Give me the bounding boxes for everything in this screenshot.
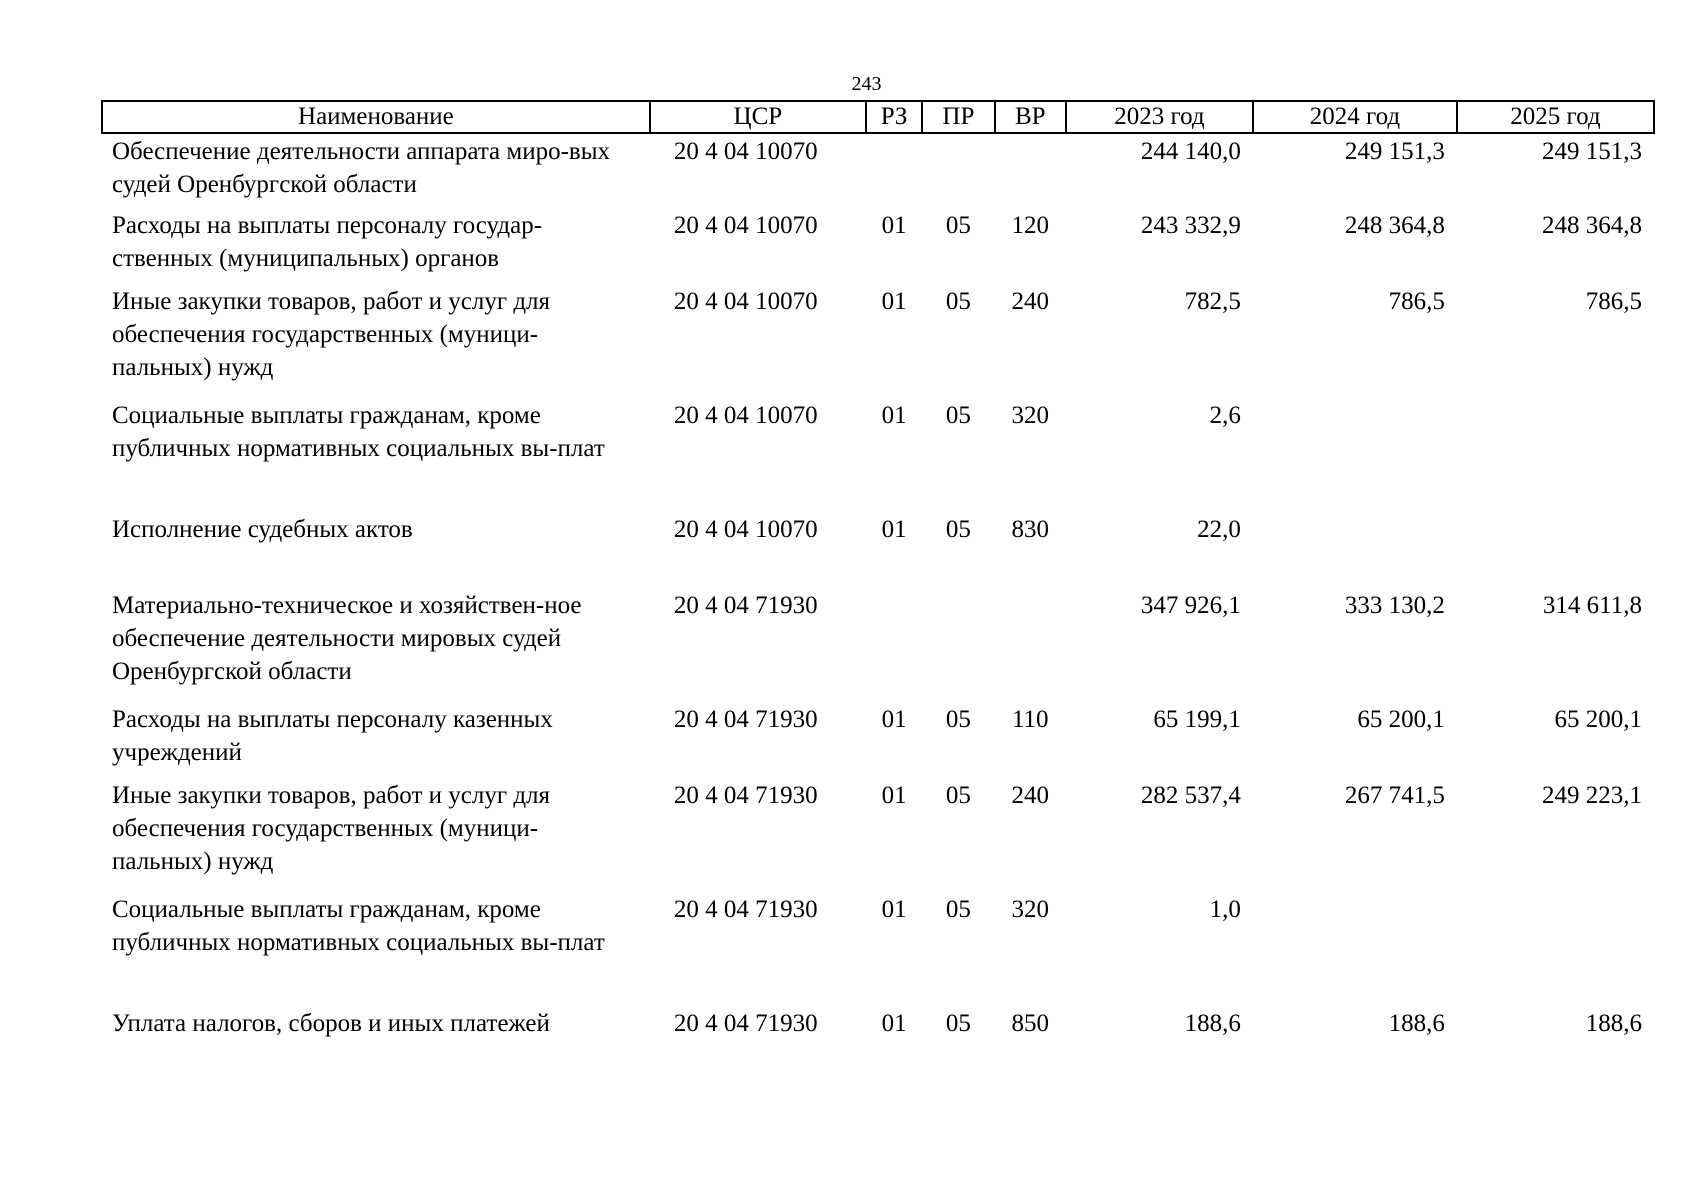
row-pr: 05 — [945, 402, 971, 429]
table-header-row — [102, 101, 1654, 133]
row-2023: 282 537,4 — [1140, 782, 1241, 809]
row-vr: 320 — [1011, 896, 1049, 923]
row-rz: 01 — [881, 1010, 907, 1037]
row-vr: 850 — [1011, 1010, 1049, 1037]
row-2025 — [1457, 513, 1654, 589]
row-2025 — [1457, 893, 1654, 1007]
table-row — [102, 779, 1654, 893]
row-2024: 333 130,2 — [1344, 592, 1445, 619]
row-name: Иные закупки товаров, работ и услуг для обеспечения государственных (муници-пальных) нужд — [112, 288, 551, 381]
page-number: 243 — [851, 73, 882, 95]
header-vr: ВР — [995, 101, 1066, 133]
row-vr — [995, 589, 1066, 703]
budget-table — [101, 100, 1655, 1047]
header-2024: 2024 год — [1253, 101, 1457, 133]
header-2025: 2025 год — [1457, 101, 1654, 133]
row-pr: 05 — [945, 706, 971, 733]
row-2024 — [1253, 513, 1457, 589]
row-2023: 243 332,9 — [1140, 212, 1241, 239]
row-rz: 01 — [881, 706, 907, 733]
row-csr: 20 4 04 71930 — [673, 1010, 818, 1037]
row-name: Уплата налогов, сборов и иных платежей — [112, 1010, 550, 1037]
row-pr: 05 — [945, 288, 971, 315]
row-vr — [995, 133, 1066, 209]
header-2023: 2023 год — [1066, 101, 1253, 133]
row-2025: 314 611,8 — [1542, 592, 1642, 619]
row-pr: 05 — [945, 516, 971, 543]
row-rz: 01 — [881, 212, 907, 239]
row-rz: 01 — [881, 516, 907, 543]
table-row — [102, 209, 1654, 285]
row-2023: 2,6 — [1209, 402, 1241, 429]
row-csr: 20 4 04 71930 — [673, 896, 818, 923]
row-vr: 110 — [1011, 706, 1049, 733]
row-csr: 20 4 04 10070 — [673, 402, 818, 429]
row-2025: 248 364,8 — [1542, 212, 1642, 239]
row-2023: 244 140,0 — [1140, 138, 1241, 165]
row-2024: 249 151,3 — [1344, 138, 1445, 165]
row-2023: 65 199,1 — [1153, 706, 1241, 733]
row-2023: 22,0 — [1197, 516, 1241, 543]
table-row — [102, 133, 1654, 209]
row-rz — [866, 133, 922, 209]
row-rz: 01 — [881, 896, 907, 923]
row-csr: 20 4 04 10070 — [673, 138, 818, 165]
row-name: Расходы на выплаты персоналу казенных учреждений — [112, 706, 553, 766]
row-2023: 1,0 — [1209, 896, 1241, 923]
row-name: Обеспечение деятельности аппарата миро-вых судей Оренбургской области — [112, 138, 611, 198]
row-2025: 188,6 — [1585, 1010, 1642, 1037]
row-rz: 01 — [881, 782, 907, 809]
row-name: Социальные выплаты гражданам, кроме публичных нормативных социальных вы-плат — [112, 402, 605, 462]
row-rz: 01 — [881, 288, 907, 315]
table-row — [102, 893, 1654, 1007]
row-csr: 20 4 04 10070 — [673, 212, 818, 239]
row-name: Исполнение судебных актов — [112, 516, 413, 543]
row-2024: 188,6 — [1388, 1010, 1445, 1037]
row-2024 — [1253, 893, 1457, 1007]
row-2025: 249 223,1 — [1542, 782, 1642, 809]
table-row — [102, 703, 1654, 779]
row-2024: 267 741,5 — [1344, 782, 1445, 809]
row-rz: 01 — [881, 402, 907, 429]
row-csr: 20 4 04 71930 — [673, 592, 818, 619]
row-2025: 65 200,1 — [1554, 706, 1642, 733]
header-pr: ПР — [922, 101, 994, 133]
row-name: Материально-техническое и хозяйствен-ное обеспечение деятельности мировых судей Оренбургской области — [112, 592, 582, 685]
table-row — [102, 513, 1654, 589]
row-2024 — [1253, 399, 1457, 513]
row-vr: 240 — [1011, 782, 1049, 809]
row-pr: 05 — [945, 896, 971, 923]
row-2024: 786,5 — [1388, 288, 1445, 315]
row-vr: 830 — [1011, 516, 1049, 543]
row-2023: 347 926,1 — [1140, 592, 1241, 619]
header-csr: ЦСР — [650, 101, 866, 133]
row-vr: 320 — [1011, 402, 1049, 429]
table-row — [102, 589, 1654, 703]
row-csr: 20 4 04 71930 — [673, 782, 818, 809]
row-pr — [922, 589, 994, 703]
table-row — [102, 1007, 1654, 1047]
row-csr: 20 4 04 10070 — [673, 516, 818, 543]
row-vr: 120 — [1011, 212, 1049, 239]
row-csr: 20 4 04 71930 — [673, 706, 818, 733]
row-csr: 20 4 04 10070 — [673, 288, 818, 315]
header-name: Наименование — [102, 101, 650, 133]
table-row — [102, 399, 1654, 513]
row-pr — [922, 133, 994, 209]
row-2023: 782,5 — [1184, 288, 1241, 315]
row-2025: 249 151,3 — [1542, 138, 1642, 165]
row-name: Иные закупки товаров, работ и услуг для обеспечения государственных (муници-пальных) нужд — [112, 782, 551, 875]
row-pr: 05 — [945, 1010, 971, 1037]
row-2025 — [1457, 399, 1654, 513]
row-pr: 05 — [945, 212, 971, 239]
row-rz — [866, 589, 922, 703]
row-pr: 05 — [945, 782, 971, 809]
row-2025: 786,5 — [1585, 288, 1642, 315]
row-2024: 248 364,8 — [1344, 212, 1445, 239]
row-name: Расходы на выплаты персоналу государ-ственных (муниципальных) органов — [112, 212, 543, 272]
table-row — [102, 285, 1654, 399]
row-2024: 65 200,1 — [1357, 706, 1445, 733]
row-name: Социальные выплаты гражданам, кроме публичных нормативных социальных вы-плат — [112, 896, 605, 956]
row-vr: 240 — [1011, 288, 1049, 315]
header-rz: РЗ — [866, 101, 922, 133]
row-2023: 188,6 — [1184, 1010, 1241, 1037]
